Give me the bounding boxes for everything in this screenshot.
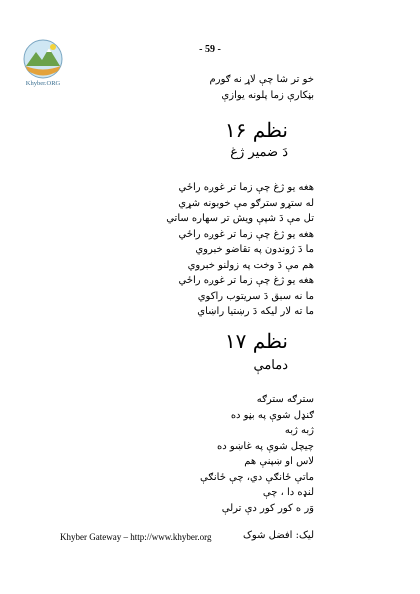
poem-17-verses [200,392,314,516]
page-number: - 59 - [199,44,221,55]
verse-line: بڼکارې زما پلونه يوازې [221,89,314,101]
verse-line: ماتې ځانګې دي، چې ځانګې [200,471,314,483]
poem-17-heading: نظم ۱۷ [224,329,288,353]
footer-author: ليک: افضل شوک [242,530,314,541]
poem-16-verses [166,180,314,320]
verse-line: ګنډل شوې په بڼو ده [230,409,314,421]
logo-text: Khyber.ORG [25,80,61,87]
verse-line: تل مې دَ شپې ويش تر سهاره ساتي [166,213,314,224]
verse-line: ما نه سبق دَ سريتوب راکوي [197,290,314,302]
verse-line: چيچل شوې په غاښو ده [217,440,314,452]
verse-line: ژبه ژبه [284,425,314,436]
verse-line: هغه يو ژغ چې زما تر غوږه راځي [178,275,314,286]
poem-16-heading: نظم ۱۶ [224,118,288,142]
verse-line: لنډه دا ، چې [262,487,314,498]
poem-17-subtitle: دمامې [253,358,288,373]
footer-site-credit: Khyber Gateway – http://www.khyber.org [60,532,212,542]
verse-line: هغه يو ژغ چې زما تر غوږه راځي [178,182,314,193]
poem-16-subtitle: دَ ضمير ژغ [230,145,288,160]
verse-line: له ستړو سترګو مې خوبونه شړي [178,197,314,209]
verse-line: هم مې دَ وخت په زولنو خبروي [187,259,314,271]
verse-line: خو تر شا چې لاړ نه ګورم [209,74,314,85]
verse-line: سترګه سترګه [256,394,314,405]
verse-line: ما ته لار ليکه دَ رښتيا راښاي [197,306,314,317]
verse-line: هغه يو ژغ چې زما تر غوږه راځي [178,228,314,240]
verse-line: لاس او ښپنې هم [244,456,314,467]
intro-verses [210,72,314,103]
verse-line: وَر ه کور کور دې ترلې [221,502,314,514]
verse-line: ما دَ ژوندون په تقاضو خبروي [195,244,314,255]
